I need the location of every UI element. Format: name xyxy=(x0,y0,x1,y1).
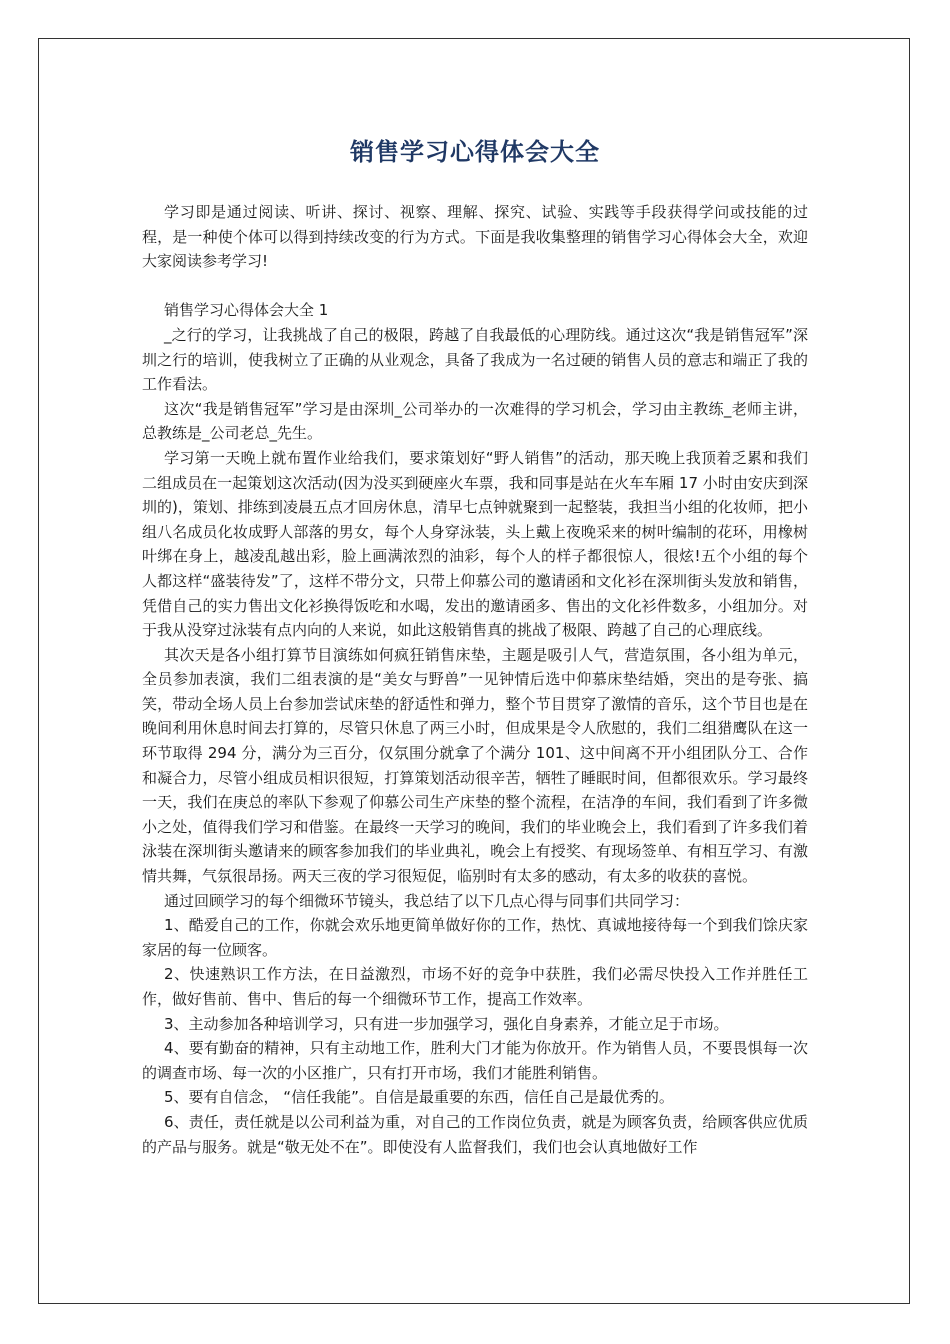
body-paragraph: 其次天是各小组打算节目演练如何疯狂销售床垫，主题是吸引人气，营造氛围，各小组为单元，全员参加表演，我们二组表演的是“美女与野兽”一见钟情后选中仰慕床垫结婚，突出的是夸张、搞笑，带动全场人员上台参加尝试床垫的舒适性和弹力，整个节目贯穿了激情的音乐，这个节目也是在晚间利用休息时间去打算的，尽管只休息了两三小时，但成果是令人欣慰的，我们二组猎鹰队在这一环节取得 294 分，满分为三百分，仅氛围分就拿了个满分 101、这中间离不开小组团队分工、合作和凝合力，尽管小组成员相识很短，打算策划活动很辛苦，牺牲了睡眠时间，但都很欢乐。学习最终一天，我们在庚总的率队下参观了仰慕公司生产床垫的整个流程，在洁净的车间，我们看到了许多微小之处，值得我们学习和借鉴。在最终一天学习的晚间，我们的毕业晚会上，我们看到了许多我们着泳装在深圳街头邀请来的顾客参加我们的毕业典礼，晚会上有授奖、有现场签单、有相互学习、有激情共舞，气氛很昂扬。两天三夜的学习很短促，临别时有太多的感动，有太多的收获的喜悦。 xyxy=(142,645,808,886)
document-body xyxy=(142,200,808,1159)
list-item: 5、要有自信念， “信任我能”。自信是最重要的东西，信任自己是最优秀的。 xyxy=(164,1088,674,1107)
list-item: 4、要有勤奋的精神，只有主动地工作，胜利大门才能为你放开。作为销售人员，不要畏惧每一次的调查市场、每一次的小区推广，只有打开市场，我们才能胜利销售。 xyxy=(142,1039,808,1082)
body-paragraph: 这次“我是销售冠军”学习是由深圳_公司举办的一次难得的学习机会，学习由主教练_老师主讲，总教练是_公司老总_先生。 xyxy=(142,399,808,443)
body-paragraph: 通过回顾学习的每个细微环节镜头，我总结了以下几点心得与同事们共同学习： xyxy=(164,891,690,910)
list-item: 6、责任，责任就是以公司利益为重，对自己的工作岗位负责，就是为顾客负责，给顾客供应优质的产品与服务。就是“敬无处不在”。即使没有人监督我们，我们也会认真地做好工作 xyxy=(142,1112,808,1156)
section-heading: 销售学习心得体会大全 1 xyxy=(164,301,329,320)
list-item: 1、酷爱自己的工作，你就会欢乐地更简单做好你的工作，热忱、真诚地接待每一个到我们馀庆家家居的每一位顾客。 xyxy=(142,916,808,959)
list-item: 2、快速熟识工作方法，在日益激烈，市场不好的竞争中获胜，我们必需尽快投入工作并胜任工作，做好售前、售中、售后的每一个细微环节工作，提高工作效率。 xyxy=(142,965,808,1008)
body-paragraph: 学习第一天晚上就布置作业给我们，要求策划好“野人销售”的活动，那天晚上我顶着乏累和我们二组成员在一起策划这次活动(因为没买到硬座火车票，我和同事是站在火车车厢 17 小时由安庆到深圳的)，策划、排练到凌晨五点才回房休息，清早七点钟就聚到一起整装，我担当小组的化妆师，把小组八名成员化妆成野人部落的男女，每个人身穿泳装，头上戴上夜晚采来的树叶编制的花环，用橡树叶绑在身上，越凌乱越出彩，脸上画满浓烈的油彩，每个人的样子都很惊人，很炫!五个小组的每个人都这样“盛装待发”了，这样不带分文，只带上仰慕公司的邀请函和文化衫在深圳街头发放和销售，凭借自己的实力售出文化衫换得饭吃和水喝，发出的邀请函多、售出的文化衫件数多，小组加分。对于我从没穿过泳装有点内向的人来说，如此这般销售真的挑战了极限、跨越了自己的心理底线。 xyxy=(142,448,808,640)
document-title: 销售学习心得体会大全 xyxy=(350,138,600,166)
body-paragraph: _之行的学习，让我挑战了自己的极限，跨越了自我最低的心理防线。通过这次“我是销售冠军”深圳之行的培训，使我树立了正确的从业观念，具备了我成为一名过硬的销售人员的意志和端正了我的工作看法。 xyxy=(142,325,808,394)
intro-paragraph: 学习即是通过阅读、听讲、探讨、视察、理解、探究、试验、实践等手段获得学问或技能的过程，是一种使个体可以得到持续改变的行为方式。下面是我收集整理的销售学习心得体会大全，欢迎大家阅读参考学习! xyxy=(142,203,808,271)
list-item: 3、主动参加各种培训学习，只有进一步加强学习，强化自身素养，才能立足于市场。 xyxy=(164,1014,729,1033)
